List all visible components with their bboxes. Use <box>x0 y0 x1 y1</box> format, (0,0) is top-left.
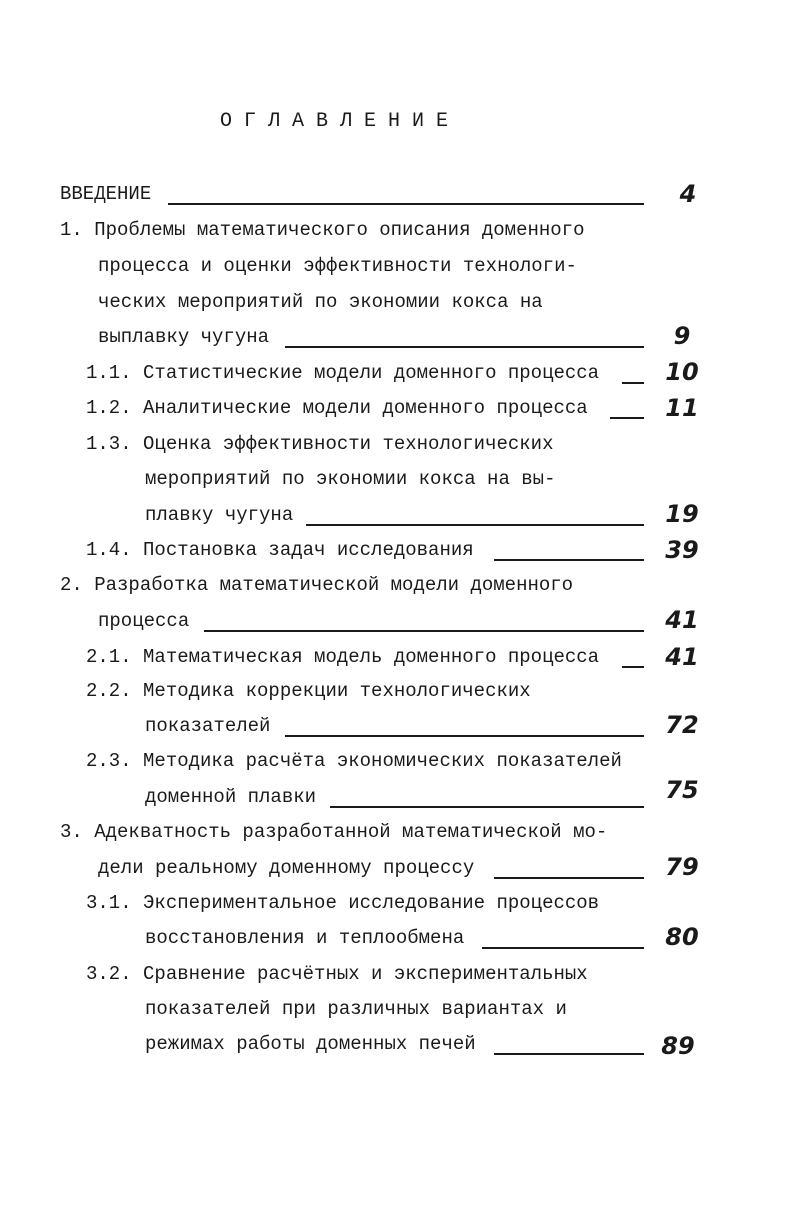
leader-line <box>306 524 644 526</box>
leader-line <box>494 559 644 561</box>
page-number: 89 <box>661 1032 695 1060</box>
toc-entry-1-3-line-1: 1.3. Оценка эффективности технологических <box>86 433 554 455</box>
leader-line <box>330 806 644 808</box>
toc-entry-1-line-4: выплавку чугуна <box>98 326 270 348</box>
leader-line <box>168 203 644 205</box>
toc-entry-3-line-1: 3. Адекватность разработанной математической мо- <box>60 821 608 843</box>
page-number: 72 <box>665 711 699 739</box>
toc-entry-1-3-line-3: плавку чугуна <box>145 504 294 526</box>
toc-entry-1-3-line-2: мероприятий по экономии кокса на вы- <box>145 468 556 490</box>
page-number: 4 <box>679 180 697 208</box>
toc-entry-1-4: 1.4. Постановка задач исследования <box>86 539 474 561</box>
leader-line <box>622 382 644 384</box>
page-number: 41 <box>665 643 699 671</box>
toc-entry-2-2-line-1: 2.2. Методика коррекции технологических <box>86 680 531 702</box>
toc-entry-2-line-1: 2. Разработка математической модели доменного <box>60 574 574 596</box>
toc-entry-2-3-line-2: доменной плавки <box>145 786 317 808</box>
toc-entry-1-2: 1.2. Аналитические модели доменного процесса <box>86 397 588 419</box>
page-number: 10 <box>665 358 699 386</box>
toc-entry-3-2-line-1: 3.2. Сравнение расчётных и экспериментальных <box>86 963 588 985</box>
toc-entry-intro: ВВЕДЕНИЕ <box>60 183 152 205</box>
toc-entry-3-1-line-2: восстановления и теплообмена <box>145 927 465 949</box>
page-number: 9 <box>673 322 691 350</box>
toc-entry-2-2-line-2: показателей <box>145 715 271 737</box>
leader-line <box>610 417 644 419</box>
page-number: 39 <box>665 536 699 564</box>
page-number: 41 <box>665 606 699 634</box>
toc-entry-2-1: 2.1. Математическая модель доменного процесса <box>86 646 600 668</box>
toc-entry-3-line-2: дели реальному доменному процессу <box>98 857 475 879</box>
toc-entry-3-1-line-1: 3.1. Экспериментальное исследование процессов <box>86 892 600 914</box>
toc-entry-1-line-1: 1. Проблемы математического описания доменного <box>60 219 585 241</box>
toc-entry-2-3-line-1: 2.3. Методика расчёта экономических показателей <box>86 750 622 772</box>
page-number: 79 <box>665 853 699 881</box>
toc-entry-3-2-line-2: показателей при различных вариантах и <box>145 998 567 1020</box>
leader-line <box>482 947 644 949</box>
leader-line <box>494 1053 644 1055</box>
toc-entry-1-line-3: ческих мероприятий по экономии кокса на <box>98 291 543 313</box>
leader-line <box>494 877 644 879</box>
page-number: 19 <box>665 500 699 528</box>
page-number: 75 <box>665 776 699 804</box>
leader-line <box>622 666 644 668</box>
toc-entry-1-line-2: процесса и оценки эффективности технологи- <box>98 255 577 277</box>
leader-line <box>204 630 644 632</box>
page-title: ОГЛАВЛЕНИЕ <box>219 110 461 133</box>
toc-entry-3-2-line-3: режимах работы доменных печей <box>145 1033 476 1055</box>
toc-entry-1-1: 1.1. Статистические модели доменного процесса <box>86 362 600 384</box>
leader-line <box>285 346 644 348</box>
toc-entry-2-line-2: процесса <box>98 610 190 632</box>
page-number: 11 <box>665 394 699 422</box>
page-number: 80 <box>665 923 699 951</box>
leader-line <box>285 735 644 737</box>
